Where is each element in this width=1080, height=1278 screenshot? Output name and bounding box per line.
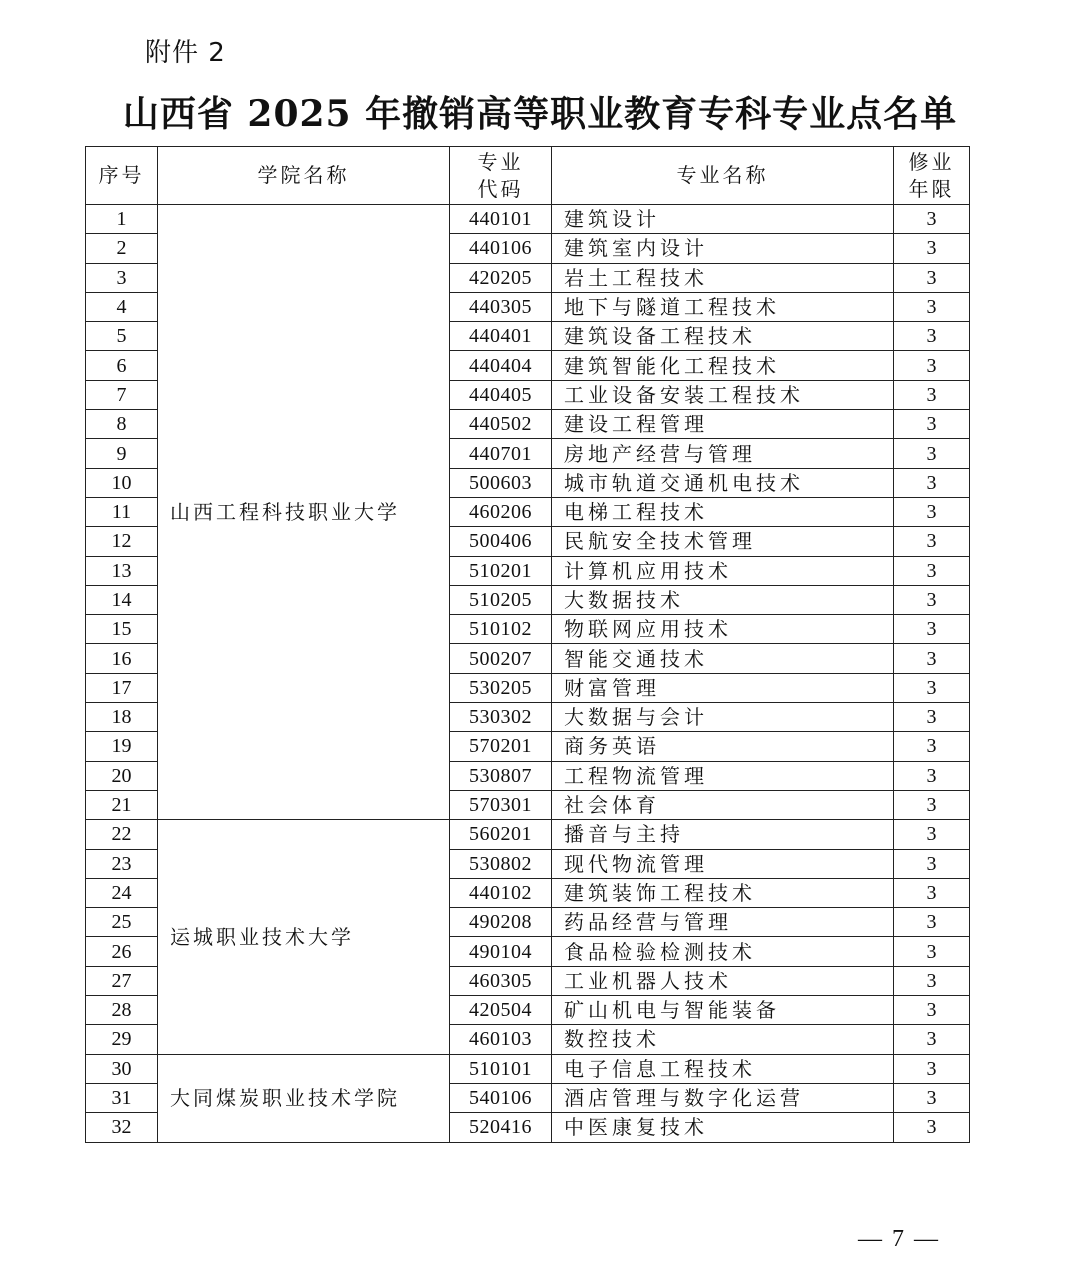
major-code-cell: 440102	[450, 878, 552, 907]
major-name-cell: 建筑设备工程技术	[552, 322, 894, 351]
major-code-cell: 420504	[450, 996, 552, 1025]
study-years-cell: 3	[894, 820, 970, 849]
major-name-cell: 建筑装饰工程技术	[552, 878, 894, 907]
seq-cell: 7	[86, 380, 158, 409]
major-name-cell: 建设工程管理	[552, 410, 894, 439]
major-code-cell: 490208	[450, 908, 552, 937]
study-years-cell: 3	[894, 380, 970, 409]
study-years-cell: 3	[894, 761, 970, 790]
study-years-cell: 3	[894, 644, 970, 673]
college-name-cell: 运城职业技术大学	[158, 820, 450, 1054]
seq-cell: 13	[86, 556, 158, 585]
header-seq: 序号	[86, 147, 158, 205]
study-years-cell: 3	[894, 468, 970, 497]
study-years-cell: 3	[894, 937, 970, 966]
major-name-cell: 大数据与会计	[552, 703, 894, 732]
study-years-cell: 3	[894, 790, 970, 819]
major-code-cell: 420205	[450, 263, 552, 292]
major-name-cell: 物联网应用技术	[552, 615, 894, 644]
major-name-cell: 现代物流管理	[552, 849, 894, 878]
study-years-cell: 3	[894, 527, 970, 556]
seq-cell: 17	[86, 673, 158, 702]
seq-cell: 27	[86, 966, 158, 995]
study-years-cell: 3	[894, 351, 970, 380]
seq-cell: 24	[86, 878, 158, 907]
study-years-cell: 3	[894, 263, 970, 292]
major-name-cell: 财富管理	[552, 673, 894, 702]
program-table	[85, 146, 970, 1143]
study-years-cell: 3	[894, 908, 970, 937]
major-code-cell: 460305	[450, 966, 552, 995]
major-name-cell: 房地产经营与管理	[552, 439, 894, 468]
seq-cell: 25	[86, 908, 158, 937]
study-years-cell: 3	[894, 585, 970, 614]
study-years-cell: 3	[894, 497, 970, 526]
study-years-cell: 3	[894, 703, 970, 732]
seq-cell: 20	[86, 761, 158, 790]
major-code-cell: 440404	[450, 351, 552, 380]
seq-cell: 3	[86, 263, 158, 292]
study-years-cell: 3	[894, 966, 970, 995]
seq-cell: 23	[86, 849, 158, 878]
major-code-cell: 570201	[450, 732, 552, 761]
major-code-cell: 510201	[450, 556, 552, 585]
seq-cell: 1	[86, 205, 158, 234]
major-code-cell: 440701	[450, 439, 552, 468]
seq-cell: 32	[86, 1113, 158, 1142]
header-code	[450, 147, 552, 205]
major-name-cell: 建筑智能化工程技术	[552, 351, 894, 380]
study-years-cell: 3	[894, 292, 970, 321]
major-code-cell: 530802	[450, 849, 552, 878]
major-code-cell: 440106	[450, 234, 552, 263]
major-name-cell: 数控技术	[552, 1025, 894, 1054]
major-name-cell: 工业机器人技术	[552, 966, 894, 995]
major-name-cell: 智能交通技术	[552, 644, 894, 673]
seq-cell: 22	[86, 820, 158, 849]
seq-cell: 31	[86, 1083, 158, 1112]
major-code-cell: 500207	[450, 644, 552, 673]
major-code-cell: 500406	[450, 527, 552, 556]
major-name-cell: 中医康复技术	[552, 1113, 894, 1142]
college-name-cell: 大同煤炭职业技术学院	[158, 1054, 450, 1142]
seq-cell: 21	[86, 790, 158, 819]
major-code-cell: 520416	[450, 1113, 552, 1142]
study-years-cell: 3	[894, 996, 970, 1025]
major-name-cell: 播音与主持	[552, 820, 894, 849]
major-code-cell: 560201	[450, 820, 552, 849]
major-name-cell: 建筑设计	[552, 205, 894, 234]
major-code-cell: 530807	[450, 761, 552, 790]
major-code-cell: 530205	[450, 673, 552, 702]
seq-cell: 15	[86, 615, 158, 644]
major-name-cell: 工业设备安装工程技术	[552, 380, 894, 409]
major-code-cell: 540106	[450, 1083, 552, 1112]
major-name-cell: 商务英语	[552, 732, 894, 761]
study-years-cell: 3	[894, 732, 970, 761]
major-code-cell: 510205	[450, 585, 552, 614]
major-name-cell: 城市轨道交通机电技术	[552, 468, 894, 497]
header-major: 专业名称	[552, 147, 894, 205]
seq-cell: 4	[86, 292, 158, 321]
header-college: 学院名称	[158, 147, 450, 205]
college-name-cell: 山西工程科技职业大学	[158, 205, 450, 820]
major-name-cell: 大数据技术	[552, 585, 894, 614]
study-years-cell: 3	[894, 322, 970, 351]
study-years-cell: 3	[894, 849, 970, 878]
seq-cell: 9	[86, 439, 158, 468]
seq-cell: 29	[86, 1025, 158, 1054]
seq-cell: 10	[86, 468, 158, 497]
seq-cell: 28	[86, 996, 158, 1025]
study-years-cell: 3	[894, 1083, 970, 1112]
major-code-cell: 440401	[450, 322, 552, 351]
study-years-cell: 3	[894, 878, 970, 907]
major-code-cell: 510101	[450, 1054, 552, 1083]
study-years-cell: 3	[894, 556, 970, 585]
major-name-cell: 矿山机电与智能装备	[552, 996, 894, 1025]
header-code-line1: 专业	[477, 149, 524, 174]
major-name-cell: 食品检验检测技术	[552, 937, 894, 966]
major-name-cell: 计算机应用技术	[552, 556, 894, 585]
major-name-cell: 电梯工程技术	[552, 497, 894, 526]
table-header	[86, 147, 970, 205]
major-name-cell: 建筑室内设计	[552, 234, 894, 263]
major-name-cell: 岩土工程技术	[552, 263, 894, 292]
header-years	[894, 147, 970, 205]
seq-cell: 30	[86, 1054, 158, 1083]
major-name-cell: 民航安全技术管理	[552, 527, 894, 556]
major-name-cell: 电子信息工程技术	[552, 1054, 894, 1083]
study-years-cell: 3	[894, 439, 970, 468]
table-row	[86, 1054, 970, 1083]
major-name-cell: 地下与隧道工程技术	[552, 292, 894, 321]
attachment-label: 附件 2	[145, 38, 226, 68]
major-code-cell: 570301	[450, 790, 552, 819]
study-years-cell: 3	[894, 673, 970, 702]
document-title: 山西省 2025 年撤销高等职业教育专科专业点名单	[122, 93, 958, 135]
seq-cell: 5	[86, 322, 158, 351]
header-years-line1: 修业	[908, 149, 955, 174]
major-name-cell: 工程物流管理	[552, 761, 894, 790]
seq-cell: 8	[86, 410, 158, 439]
major-code-cell: 440305	[450, 292, 552, 321]
major-name-cell: 酒店管理与数字化运营	[552, 1083, 894, 1112]
major-code-cell: 440502	[450, 410, 552, 439]
study-years-cell: 3	[894, 1054, 970, 1083]
major-code-cell: 460206	[450, 497, 552, 526]
study-years-cell: 3	[894, 1025, 970, 1054]
major-code-cell: 440405	[450, 380, 552, 409]
major-name-cell: 社会体育	[552, 790, 894, 819]
seq-cell: 2	[86, 234, 158, 263]
study-years-cell: 3	[894, 410, 970, 439]
major-code-cell: 440101	[450, 205, 552, 234]
major-code-cell: 490104	[450, 937, 552, 966]
major-code-cell: 460103	[450, 1025, 552, 1054]
header-code-line2: 代码	[477, 176, 524, 201]
study-years-cell: 3	[894, 205, 970, 234]
major-code-cell: 530302	[450, 703, 552, 732]
major-name-cell: 药品经营与管理	[552, 908, 894, 937]
seq-cell: 6	[86, 351, 158, 380]
seq-cell: 19	[86, 732, 158, 761]
major-code-cell: 510102	[450, 615, 552, 644]
page-number: — 7 —	[858, 1226, 940, 1252]
study-years-cell: 3	[894, 615, 970, 644]
seq-cell: 26	[86, 937, 158, 966]
study-years-cell: 3	[894, 1113, 970, 1142]
seq-cell: 14	[86, 585, 158, 614]
table-row	[86, 820, 970, 849]
header-years-line2: 年限	[908, 176, 955, 201]
table-body	[86, 205, 970, 1143]
seq-cell: 16	[86, 644, 158, 673]
major-code-cell: 500603	[450, 468, 552, 497]
header-row	[86, 147, 970, 205]
seq-cell: 11	[86, 497, 158, 526]
table-row	[86, 205, 970, 234]
seq-cell: 18	[86, 703, 158, 732]
seq-cell: 12	[86, 527, 158, 556]
study-years-cell: 3	[894, 234, 970, 263]
